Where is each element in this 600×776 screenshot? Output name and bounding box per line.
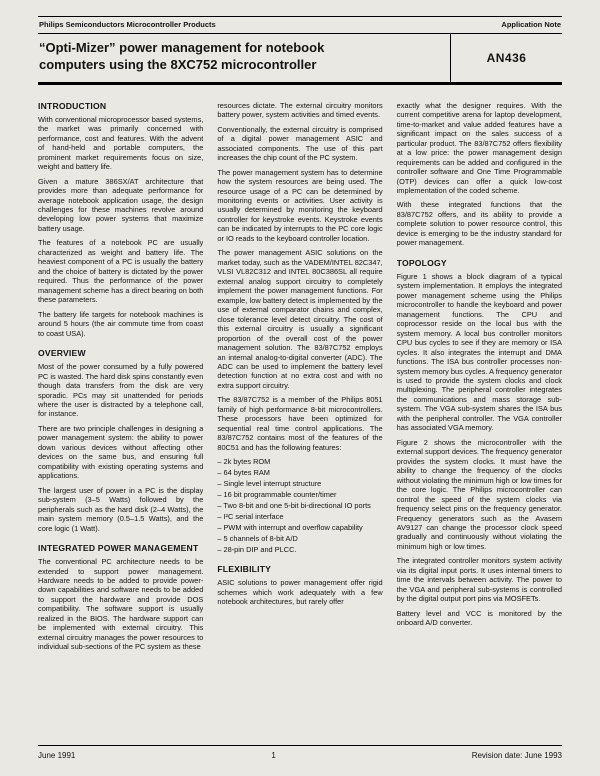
feature-list-item: – I²C serial interface (217, 512, 284, 522)
body-paragraph: The features of a notebook PC are usually characterized as weight and battery life. The heaviest component of a PC is usually the battery and the choice of battery is dictated by the power required. Thus the performance of the power management scheme has a direct bearing on both these parameters. (38, 238, 204, 305)
footer-row (38, 746, 562, 760)
feature-list-item: – PWM with interrupt and overflow capability (217, 523, 363, 532)
body-paragraph: Battery level and VCC is monitored by the onboard A/D converter. (396, 608, 562, 628)
column-3 (397, 101, 562, 717)
page-footer (38, 745, 562, 760)
body-paragraph: The power management system has to determine how the system resources are being used. The resource usage of a PC can be determined by monitoring events or activities. User activity is usually determined by monitoring the keyboard controller for keystroke events. Keystroke events can be indicated by interrupts to the PC core logic or IO reads to the keyboard controller location. (217, 167, 383, 243)
body-paragraph: Conventionally, the external circuitry is comprised of a digital power management ASIC and associated components. The use of this part increases the chip count of the PC system. (217, 124, 383, 163)
body-paragraph: The conventional PC architecture needs to be extended to support power management. Hardware needs to be added to provide power-down capabilities and software needs to be added to support the hardware and provide DOS compatibility. The software support is usually realized in the BIOS. The hardware support can be implemented with external circuitry. This external circuitry manages the power resources to individual sub-sections of the PC system as these (38, 557, 204, 652)
footer-date: June 1991 (38, 751, 76, 760)
body-paragraph: Most of the power consumed by a fully powered PC is wasted. The hard disk spins constantly even though data transfers from the disk are very sporadic. PCs may sit unattended for periods where the user is distracted by a telephone call, for instance. (38, 362, 204, 419)
body-columns (38, 101, 562, 717)
masthead-left-label: Philips Semiconductors Microcontroller Products (39, 20, 216, 29)
feature-list-item: – 64 bytes RAM (217, 468, 270, 478)
feature-list-item: – 28-pin DIP and PLCC. (217, 544, 297, 554)
body-paragraph: The largest user of power in a PC is the display sub-system (3–5 Watts) followed by the peripherals such as the hard disk (2–4 Watts), the main system memory (0.5–1.5 Watts), and the core logic (1 Watt). (38, 485, 204, 533)
section-heading: FLEXIBILITY (217, 564, 272, 575)
masthead-right-label: Application Note (501, 20, 561, 29)
column-2 (217, 101, 382, 717)
feature-list-item: – Two 8-bit and one 5-bit bi-directional IO ports (217, 501, 371, 511)
body-paragraph: ASIC solutions to power management offer rigid schemes which work adequately with a few notebook architectures, but rarely offer (217, 578, 383, 607)
footer-page-number: 1 (271, 751, 276, 760)
body-paragraph: resources dictate. The external circuitry monitors battery power, system activities and timed events. (217, 100, 383, 120)
section-heading: TOPOLOGY (396, 257, 447, 268)
masthead-row (38, 17, 562, 33)
body-paragraph: The power management ASIC solutions on the market today, such as the VADEM/INTEL 82C347, VLSI VL82C312 and INTEL 80C386SL all require external analog support circuitry to completely implement the power management functions. For example, low battery detect is implemented by the use of external comparator chains and complex, close tolerance level detect circuitry. The cost of this external circuitry is usually a significant proportion of the overall cost of the power management solution. The 83/87C752 employs an internal analog-to-digital converter (ADC). The ADC can be used to implement the battery level detection function at no extra cost and with no extra support circuitry. (217, 248, 383, 390)
section-heading: INTRODUCTION (38, 100, 107, 111)
footer-revision-date: Revision date: June 1993 (471, 751, 562, 760)
body-paragraph: With conventional microprocessor based systems, the market was primarily concerned with performance, cost and features. With the advent of hand-held and portable computers, the prominent market requirements focus on size, weight and battery life. (38, 114, 204, 172)
feature-list-item: – 2k bytes ROM (217, 457, 271, 467)
body-paragraph: With these integrated functions that the 83/87C752 offers, and its ability to provide a complete solution to power resource control, this device is emerging to be the industry standard for power management. (396, 200, 562, 248)
body-paragraph: Figure 1 shows a block diagram of a typical system implementation. It employs the integrated power management scheme using the Philips microcontroller to handle the keyboard and power management functions. The CPU and coprocessor reside on the local bus with the system memory. A local bus controller monitors CPU bus cycles to see if they are memory or ISA cycles. It also integrates the interrupt and DMA functions. The ISA bus controller processes non-system memory bus cycles. A frequency generator is used to provide the system clocks and clock multiplexing. The peripheral controller integrates the communications and mass storage sub-system. The VGA sub-system shares the ISA bus with the peripheral controller. The VGA controller has associated VGA memory. (396, 271, 562, 433)
doc-number-cell (450, 34, 562, 82)
doc-number: AN436 (486, 50, 527, 65)
title-cell (38, 34, 450, 82)
feature-list-item: – 16 bit programmable counter/timer (217, 490, 337, 500)
body-paragraph: The integrated controller monitors system activity via its digital input ports. It uses internal timers to time the intervals between activity. The power to the VGA and peripheral sub-systems is controlled by the digital output port pins via MOSFETs. (396, 556, 562, 604)
body-paragraph: There are two principle challenges in designing a power management system: the ability to power down various devices without affecting other devices on the same bus, and ensuring full compatibility with existing operating systems and applications. (38, 423, 204, 481)
body-paragraph: The 83/87C752 is a member of the Philips 8051 family of high performance 8-bit microcontrollers. These processors have been optimized for sequential real time control applications. The 83/87C752 contains most of the features of the 80C51 and has the following features: (217, 395, 383, 452)
section-heading: INTEGRATED POWER MANAGEMENT (38, 543, 199, 554)
body-paragraph: exactly what the designer requires. With the current competitive arena for laptop development, time-to-market and value added features have a significant impact on the sales success of a particular product. The 83/87C752 offers flexibility at a low price: the power management design requirements can be added and configured in the controller software and One Time Programmable (OTP) devices can offer a quick low-cost implementation of the coded scheme. (396, 100, 562, 195)
feature-list-item: – Single level interrupt structure (217, 479, 322, 489)
section-heading: OVERVIEW (38, 348, 86, 359)
body-paragraph: Given a mature 386SX/AT architecture that provides more than adequate performance for average notebook application usage, the design challenges for these machines revolve around developing low power systems that maximize battery usage. (38, 176, 204, 233)
feature-list-item: – 5 channels of 8-bit A/D (217, 533, 298, 543)
body-paragraph: Figure 2 shows the microcontroller with the external support devices. The frequency generator provides the system clocks. It must have the ability to change the frequency of the clocks without violating the minimum high or low times for the core logic. The Philips microcontroller can control the speed of the system clocks via frequency select pins on the frequency generator. Frequency generators such as the Avasem AV9127 can change the processor clock speed gradually and continuously without violating the minimum high or low times. (396, 437, 562, 551)
body-paragraph: The battery life targets for notebook machines is around 5 hours (the air commute time from coast to coast USA). (38, 309, 204, 338)
page-title: “Opti-Mizer” power management for notebook computers using the 8XC752 microcontroller (39, 40, 325, 72)
title-block (38, 34, 562, 85)
masthead (38, 16, 562, 34)
column-1 (38, 101, 203, 717)
